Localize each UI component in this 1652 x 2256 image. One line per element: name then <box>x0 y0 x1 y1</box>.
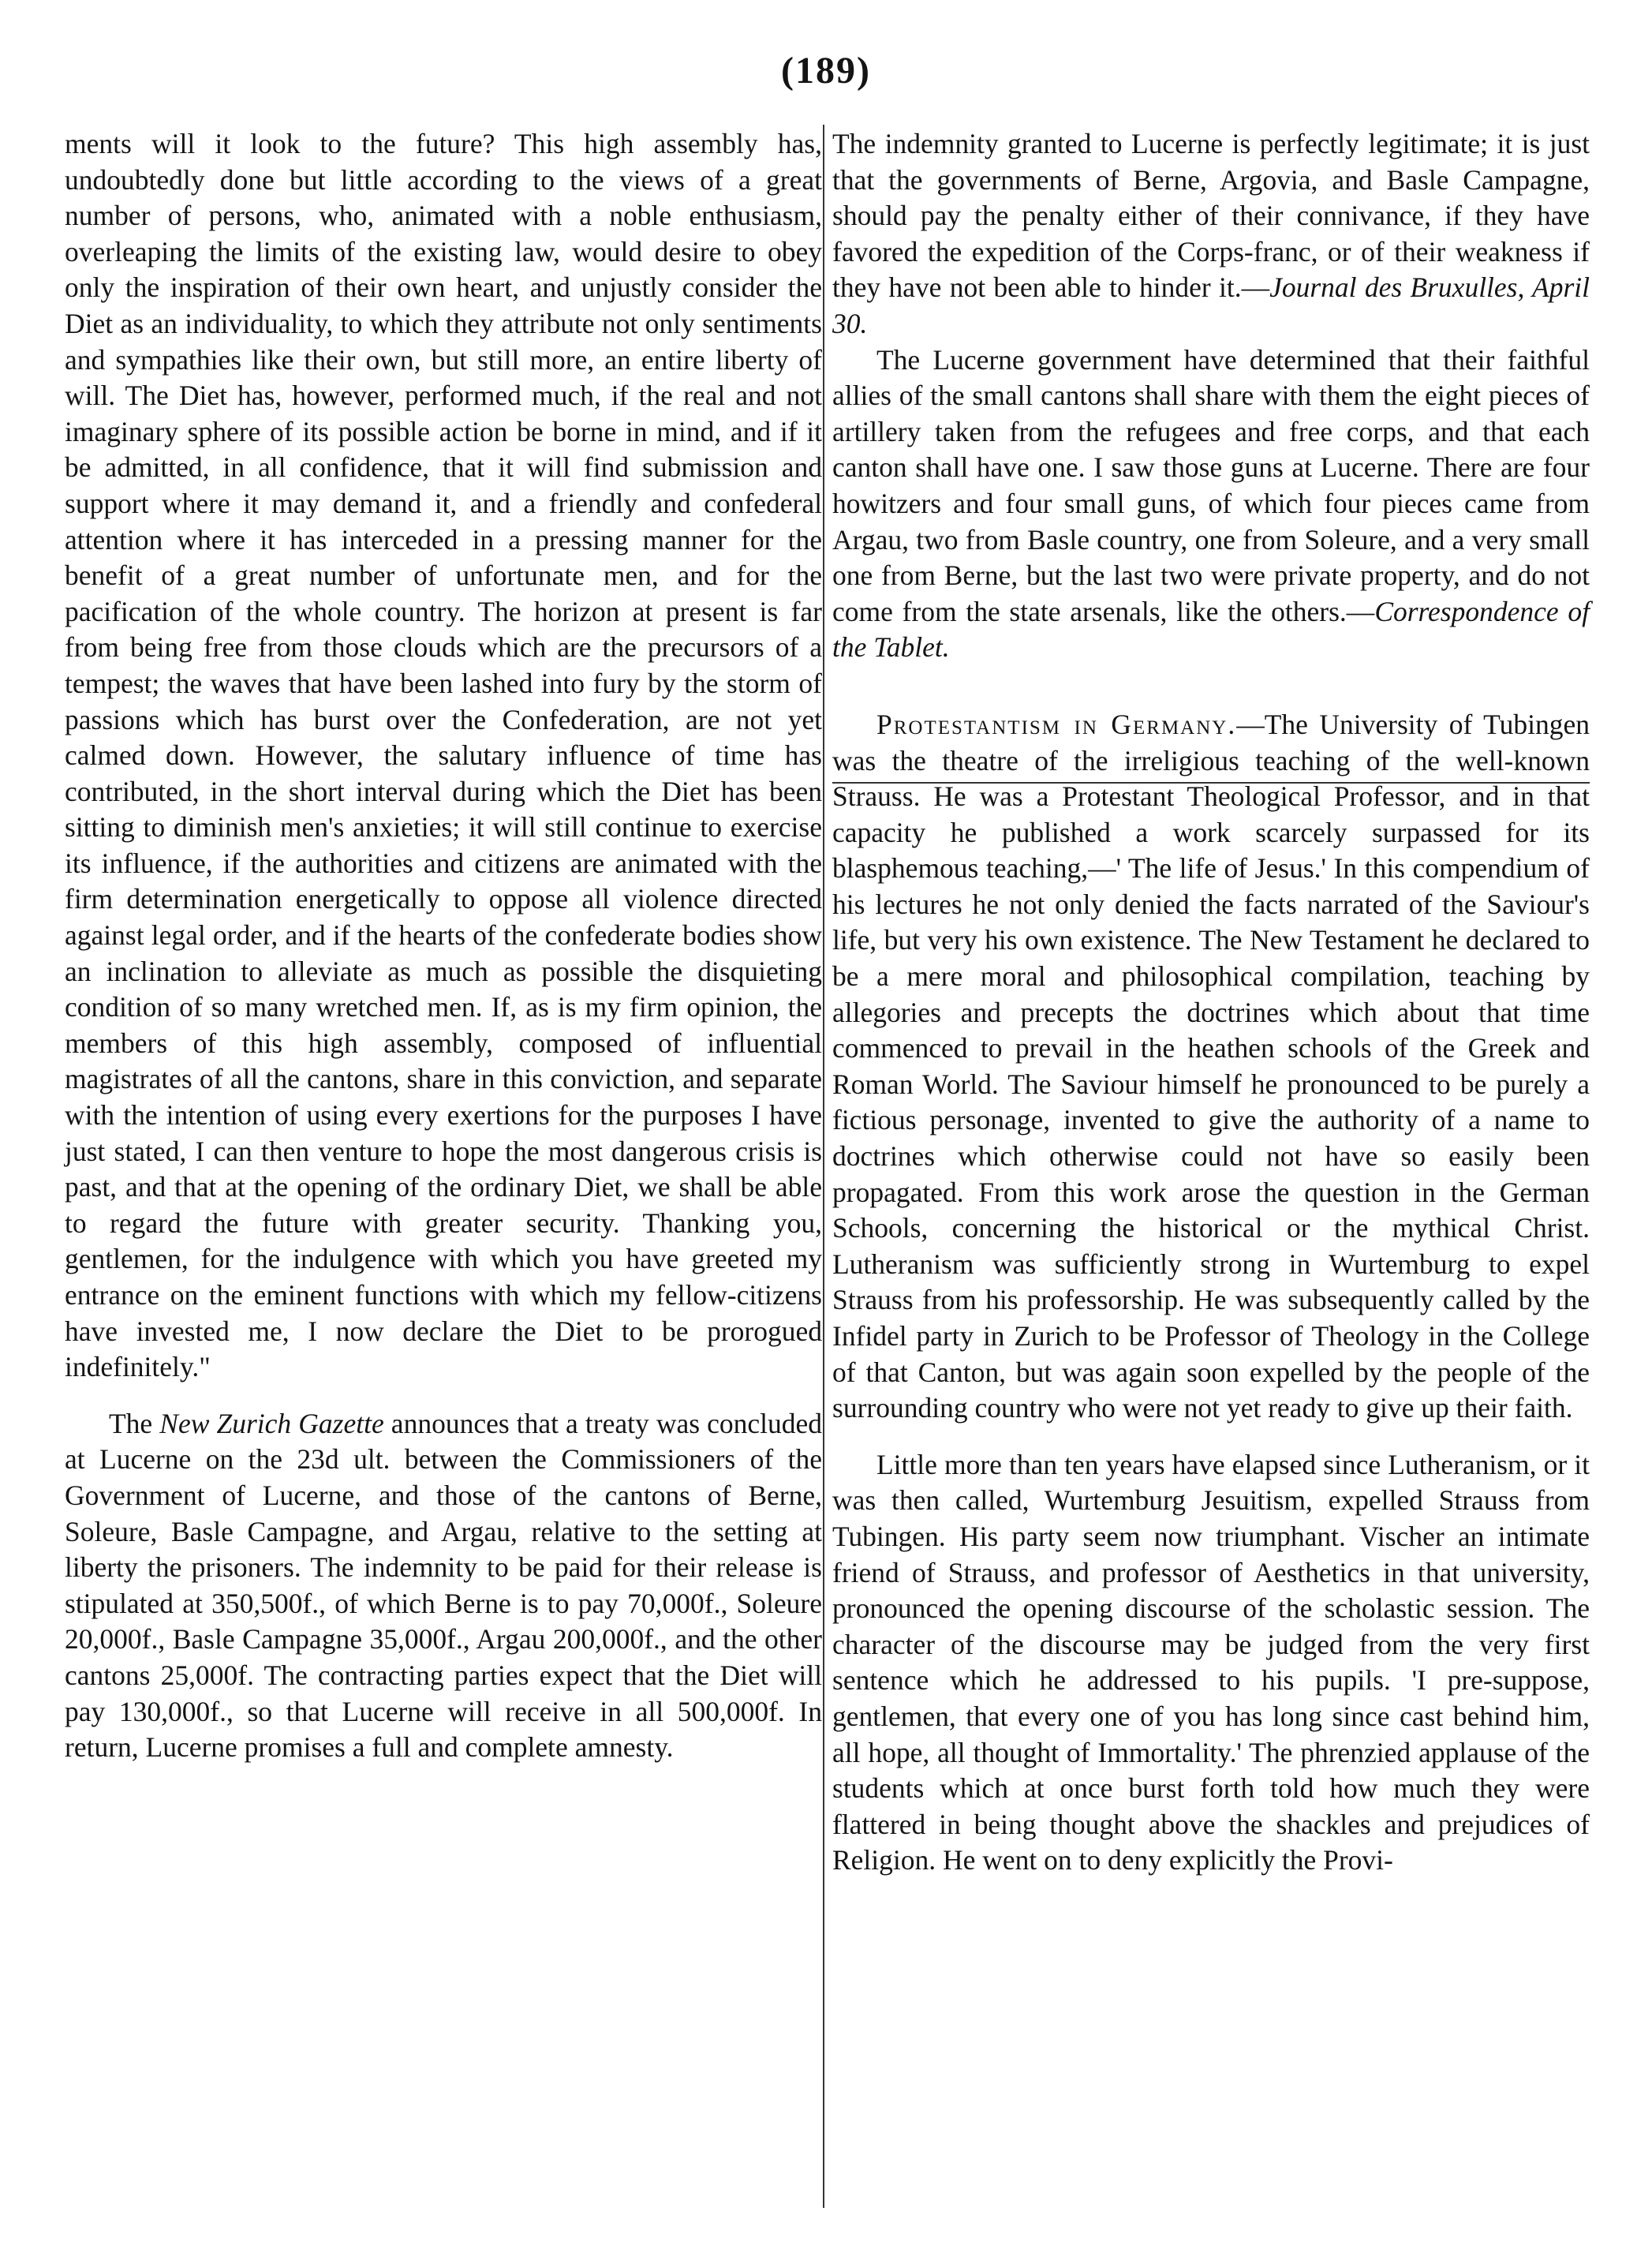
artillery-text: The Lucerne government have determined that their faithful allies of the small cantons shall share with them the eight pieces of artillery taken from the refugees and free corps, and that each canton shall have one. I saw those guns at Lucerne. There are four howitzers and four small guns, of which four pieces came from Argau, two from Basle country, one from Soleure, and a very small one from Berne, but the last two were private property, and do not come from the state arsenals, like the others.— <box>832 343 1590 627</box>
indemnity-paragraph <box>832 126 1590 342</box>
page-number: (189) <box>781 50 871 92</box>
artillery-paragraph <box>832 342 1590 666</box>
diet-speech-paragraph: ments will it look to the future? This high assembly has, undoubtedly done but little according to the views of a great number of persons, who, animated with a noble enthusiasm, overleaping the limits of the existing law, would desire to obey only the inspiration of their own heart, and unjustly consider the Diet as an individuality, to which they attribute not only sentiments and sympathies like their own, but still more, an entire liberty of will. The Diet has, however, performed much, if the real and not imaginary sphere of its possible action be borne in mind, and if it be admitted, in all confidence, that it will find submission and support where it may demand it, and a friendly and confederal attention where it has interceded in a pressing manner for the benefit of a great number of unfortunate men, and for the pacification of the whole country. The horizon at present is far from being free from those clouds which are the precursors of a tempest; the waves that have been lashed into fury by the storm of passions which has burst over the Confederation, are not yet calmed down. However, the salutary influence of time has contributed, in the short interval during which the Diet has been sitting to diminish men's anxieties; it will still continue to exercise its influence, if the authorities and citizens are animated with the firm determination energetically to oppose all violence directed against legal order, and if the hearts of the confederate bodies show an inclination to alleviate as much as possible the disquieting condition of so many wretched men. If, as is my firm opinion, the members of this high assembly, composed of influential magistrates of all the cantons, share in this conviction, and separate with the intention of using every exertions for the purposes I have just stated, I can then venture to hope the most dangerous crisis is past, and that at the opening of the ordinary Diet, we shall be able to regard the future with greater security. Thanking you, gentlemen, for the indulgence with which you have greeted my entrance on the eminent functions with which my fellow-citizens have invested me, I now declare the Diet to be prorogued indefinitely." <box>65 128 822 1383</box>
treaty-paragraph-rest: announces that a treaty was concluded at Lucerne on the 23d ult. between the Commissioners of the Government of Lucerne, and those of the cantons of Berne, Soleure, Basle Campagne, and Argau, relative to the setting at liberty the prisoners. The indemnity to be paid for their release is stipulated at 350,500f., of which Berne is to pay 70,000f., Soleure 20,000f., Basle Campagne 35,000f., Argau 200,000f., and the other cantons 25,000f. The contracting parties expect that the Diet will pay 130,000f., so that Lucerne will receive in all 500,000f. In return, Lucerne promises a full and complete amnesty. <box>65 1407 822 1764</box>
artillery-source: Correspondence of the Tablet. <box>832 595 1590 664</box>
strauss-text: —The University of Tubingen was the theatre of the irreligious teaching of the well-known Strauss. He was a Protestant Theological Professor, and in that capacity he published a work scarcely surpassed for its blasphemous teaching,—' The life of Jesus.' In this compendium of his lectures he not only denied the facts narrated of the Saviour's life, but very his own existence. The New Testament he declared to be a mere moral and philosophical compilation, teaching by allegories and precepts the doctrines which about that time commenced to prevail in the heathen schools of the Greek and Roman World. The Saviour himself he pronounced to be purely a fictious personage, invented to give the authority of a name to doctrines which otherwise could not have so easily been propagated. From this work arose the question in the German Schools, concerning the historical or the mythical Christ. Lutheranism was sufficiently strong in Wurtemburg to expel Strauss from his professorship. He was subsequently called by the Infidel party in Zurich to be Professor of Theology in the College of that Canton, but was again soon expelled by the people of the surrounding country who were not yet ready to give up their faith. <box>832 708 1590 1424</box>
strauss-paragraph <box>832 707 1590 1427</box>
treaty-paragraph <box>65 1406 822 1766</box>
right-column <box>832 126 1590 1879</box>
column-rule <box>823 125 824 2208</box>
indemnity-source: Journal des Bruxulles, April 30. <box>832 271 1590 339</box>
vischer-paragraph: Little more than ten years have elapsed since Lutheranism, or it was then called, Wurtemburg Jesuitism, expelled Strauss from Tubingen. His party seem now triumphant. Vischer an intimate friend of Strauss, and professor of Aesthetics in that university, pronounced the opening discourse of the scholastic session. The character of the discourse may be judged from the very first sentence which he addressed to his pupils. 'I pre-suppose, gentlemen, that every one of you has long since cast behind him, all hope, all thought of Immortality.' The phrenzied applause of the students which at once burst forth told how much they were flattered in being thought above the shackles and prejudices of Religion. He went on to deny explicitly the Provi- <box>832 1448 1590 1876</box>
section-heading: Protestantism in Germany. <box>876 708 1237 740</box>
article-separator <box>832 782 1590 784</box>
treaty-paragraph-start: The <box>109 1407 160 1439</box>
gazette-title: New Zurich Gazette <box>159 1407 384 1439</box>
indemnity-text: The indemnity granted to Lucerne is perfectly legitimate; it is just that the governments of Berne, Argovia, and Basle Campagne, should pay the penalty either of their connivance, if they have favored the expedition of the Corps-franc, or of their weakness if they have not been able to hinder it.— <box>832 128 1590 304</box>
left-column <box>65 126 822 1766</box>
